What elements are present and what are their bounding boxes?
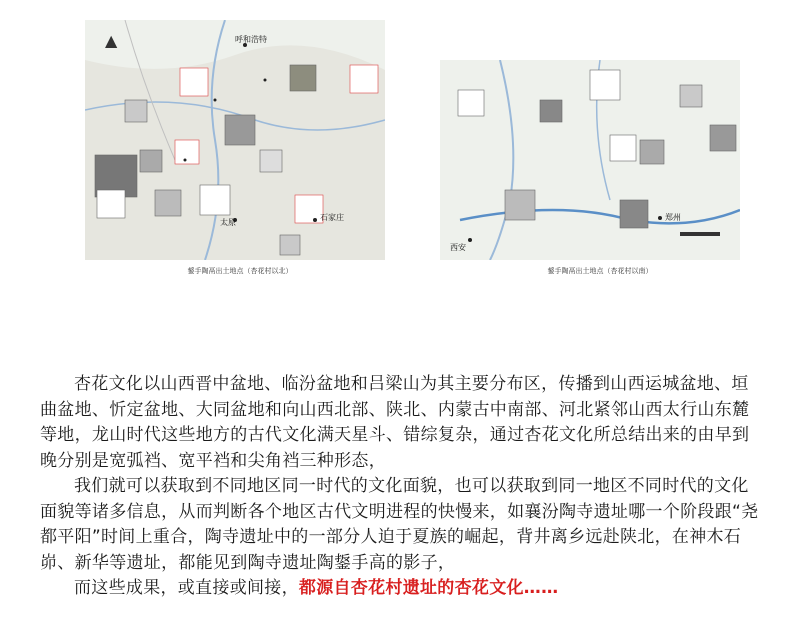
map-south-label-zhengzhou: 郑州 [665, 213, 681, 222]
map-north-graphic [85, 20, 385, 260]
paragraph-3-text: 而这些成果，或直接或间接， [74, 578, 299, 598]
map-north-caption: 鋬手陶鬲出土地点（杏花村以北） [187, 267, 293, 275]
map-north [85, 20, 385, 260]
map-north-label-shijiazhuang: 石家庄 [320, 213, 344, 222]
map-north-label-taiyuan: 太原 [220, 218, 236, 227]
map-north-label-hohhot: 呼和浩特 [235, 35, 267, 44]
paragraph-2: 我们就可以获取到不同地区同一时代的文化面貌，也可以获取到同一地区不同时代的文化面貌等诸多信息，从而判断各个地区古代文明进程的快慢来，如襄汾陶寺遗址哪一个阶段跟“尧都平阳”时间上重合，陶寺遗址中的一部分人迫于夏族的崛起，背井离乡远赴陕北，在神木石峁、新华等遗址，都能见到陶寺遗址陶鋬手高的影子， [40, 476, 759, 573]
map-south-label-xian: 西安 [450, 243, 466, 252]
map-south-graphic [440, 60, 740, 260]
map-south-caption: 鋬手陶鬲出土地点（杏花村以南） [547, 267, 653, 275]
svg-text:▲: ▲ [105, 31, 118, 50]
article-body [40, 372, 762, 602]
paragraph-3-highlight: 都源自杏花村遗址的杏花文化…… [298, 578, 559, 598]
paragraph-1: 杏花文化以山西晋中盆地、临汾盆地和吕梁山为其主要分布区，传播到山西运城盆地、垣曲盆地、忻定盆地、大同盆地和向山西北部、陕北、内蒙古中南部、河北紧邻山西太行山东麓等地，龙山时代这些地方的古代文化满天星斗、错综复杂，通过杏花文化所总结出来的由早到晚分别是宽弧裆、宽平裆和尖角裆三种形态， [40, 374, 750, 471]
map-south [440, 60, 740, 260]
paragraph-3 [40, 576, 762, 602]
